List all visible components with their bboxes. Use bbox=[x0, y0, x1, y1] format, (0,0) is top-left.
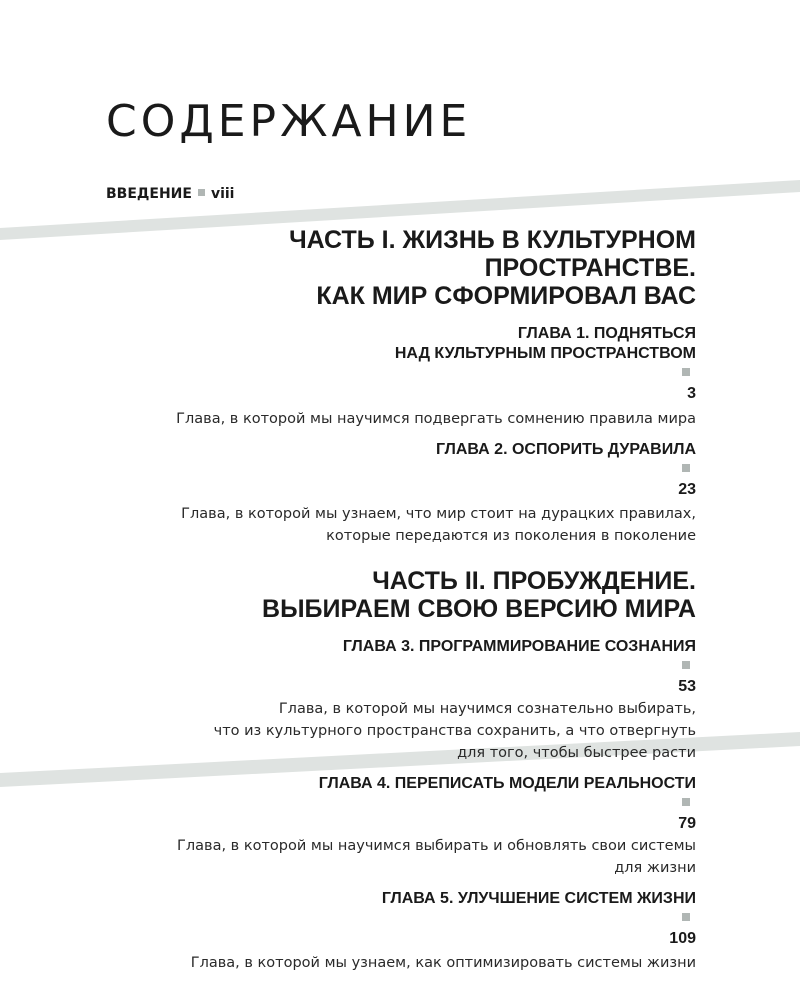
part-2 bbox=[96, 567, 696, 974]
part-title[interactable] bbox=[96, 226, 696, 310]
part-title-line: ЧАСТЬ I. ЖИЗНЬ В КУЛЬТУРНОМ bbox=[289, 226, 696, 254]
description-line: Глава, в которой мы научимся сознательно выбирать, bbox=[278, 701, 696, 717]
chapter-4[interactable] bbox=[96, 774, 696, 879]
intro-label: ВВЕДЕНИЕ bbox=[106, 186, 192, 202]
description-line: для того, чтобы быстрее расти bbox=[457, 745, 696, 761]
bullet-square-icon bbox=[198, 189, 205, 196]
chapter-page: 109 bbox=[669, 930, 696, 947]
chapter-page: 79 bbox=[678, 815, 696, 832]
chapter-title bbox=[96, 889, 696, 949]
chapter-description bbox=[96, 698, 696, 764]
intro-page: viii bbox=[210, 186, 235, 202]
description-line: для жизни bbox=[614, 860, 696, 876]
description-line: что из культурного пространства сохранить, а что отвергнуть bbox=[213, 723, 696, 739]
chapter-2[interactable] bbox=[96, 440, 696, 547]
chapter-title-text: НАД КУЛЬТУРНЫМ ПРОСТРАНСТВОМ bbox=[394, 345, 696, 362]
chapter-5[interactable] bbox=[96, 889, 696, 974]
chapter-title-text: ГЛАВА 2. ОСПОРИТЬ ДУРАВИЛА bbox=[435, 441, 696, 458]
chapter-title bbox=[96, 774, 696, 834]
chapter-page: 3 bbox=[687, 385, 696, 402]
page-title: СОДЕРЖАНИЕ bbox=[106, 96, 472, 147]
bullet-square-icon bbox=[682, 661, 690, 669]
description-line: Глава, в которой мы научимся подвергать сомнению правила мира bbox=[176, 411, 696, 427]
chapter-page: 53 bbox=[678, 678, 696, 695]
bullet-square-icon bbox=[682, 913, 690, 921]
chapter-title-line bbox=[96, 637, 696, 697]
chapter-description bbox=[96, 408, 696, 430]
description-line: Глава, в которой мы узнаем, как оптимизировать системы жизни bbox=[190, 955, 696, 971]
chapter-description bbox=[96, 835, 696, 879]
chapter-title-text: ГЛАВА 4. ПЕРЕПИСАТЬ МОДЕЛИ РЕАЛЬНОСТИ bbox=[318, 775, 696, 792]
chapter-title-line bbox=[96, 344, 696, 404]
chapter-title bbox=[96, 324, 696, 404]
chapter-title-line bbox=[96, 889, 696, 949]
part-title-line: ВЫБИРАЕМ СВОЮ ВЕРСИЮ МИРА bbox=[262, 595, 696, 623]
chapter-title-line bbox=[96, 440, 696, 500]
part-title-line: ПРОСТРАНСТВЕ. bbox=[484, 254, 696, 282]
part-title-line: ЧАСТЬ II. ПРОБУЖДЕНИЕ. bbox=[372, 567, 696, 595]
chapter-3[interactable] bbox=[96, 637, 696, 764]
chapter-title-text: ГЛАВА 5. УЛУЧШЕНИЕ СИСТЕМ ЖИЗНИ bbox=[381, 890, 696, 907]
part-1 bbox=[96, 226, 696, 547]
chapter-title-text: ГЛАВА 3. ПРОГРАММИРОВАНИЕ СОЗНАНИЯ bbox=[342, 638, 696, 655]
description-line: Глава, в которой мы научимся выбирать и обновлять свои системы bbox=[177, 838, 696, 854]
description-line: Глава, в которой мы узнаем, что мир стоит на дурацких правилах, bbox=[181, 506, 696, 522]
chapter-1[interactable] bbox=[96, 324, 696, 430]
chapter-page: 23 bbox=[678, 481, 696, 498]
bullet-square-icon bbox=[682, 464, 690, 472]
chapter-title bbox=[96, 440, 696, 500]
intro-entry[interactable] bbox=[106, 184, 234, 204]
bullet-square-icon bbox=[682, 798, 690, 806]
chapter-title-line: ГЛАВА 1. ПОДНЯТЬСЯ bbox=[517, 325, 696, 342]
toc-body bbox=[96, 226, 696, 974]
bullet-square-icon bbox=[682, 368, 690, 376]
chapter-title-line bbox=[96, 774, 696, 834]
chapter-description bbox=[96, 952, 696, 974]
chapter-description bbox=[96, 503, 696, 547]
part-title[interactable] bbox=[96, 567, 696, 623]
chapter-title bbox=[96, 637, 696, 697]
part-title-line: КАК МИР СФОРМИРОВАЛ ВАС bbox=[316, 282, 696, 310]
description-line: которые передаются из поколения в поколение bbox=[326, 528, 696, 544]
